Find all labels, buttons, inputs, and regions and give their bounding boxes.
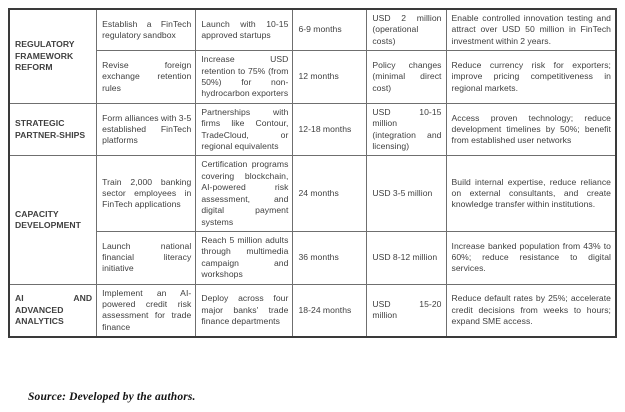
pillar-cell-regulatory-framework-reform: REGULATORY FRAMEWORK REFORM <box>9 9 97 103</box>
pillar-cell-strategic-partnerships: STRATEGIC PARTNER-SHIPS <box>9 103 97 156</box>
cost-cell: USD 3-5 million <box>367 156 446 231</box>
target-cell: Reach 5 million adults through multimedia campaign and workshops <box>196 231 293 284</box>
cost-cell: USD 10-15 million (integration and licensing) <box>367 103 446 156</box>
table-row <box>9 156 616 231</box>
timeline-cell: 24 months <box>293 156 367 231</box>
cost-cell: USD 15-20 million <box>367 284 446 337</box>
impact-cell: Reduce default rates by 25%; accelerate credit decisions from weeks to hours; expand SME access. <box>446 284 616 337</box>
action-cell: Train 2,000 banking sector employees in FinTech applications <box>97 156 196 231</box>
target-cell: Increase USD retention to 75% (from 50%) for non-hydrocarbon exporters <box>196 51 293 104</box>
timeline-cell: 12 months <box>293 51 367 104</box>
cost-cell: USD 8-12 million <box>367 231 446 284</box>
impact-cell: Reduce currency risk for exporters; improve pricing competitiveness in regional markets. <box>446 51 616 104</box>
timeline-cell: 36 months <box>293 231 367 284</box>
impact-cell: Enable controlled innovation testing and attract over USD 50 million in FinTech investment within 2 years. <box>446 9 616 51</box>
cost-cell: USD 2 million (operational costs) <box>367 9 446 51</box>
table-row <box>9 51 616 104</box>
timeline-cell: 18-24 months <box>293 284 367 337</box>
table-row <box>9 103 616 156</box>
action-cell: Revise foreign exchange retention rules <box>97 51 196 104</box>
action-cell: Launch national financial literacy initiative <box>97 231 196 284</box>
table-row <box>9 231 616 284</box>
action-plan-table <box>8 8 617 338</box>
cost-cell: Policy changes (minimal direct cost) <box>367 51 446 104</box>
action-cell: Implement an AI-powered credit risk assessment for trade finance <box>97 284 196 337</box>
target-cell: Certification programs covering blockchain, AI-powered risk assessment, and digital payment systems <box>196 156 293 231</box>
target-cell: Launch with 10-15 approved startups <box>196 9 293 51</box>
table-body <box>9 9 616 337</box>
impact-cell: Increase banked population from 43% to 60%; reduce resistance to digital services. <box>446 231 616 284</box>
action-cell: Form alliances with 3-5 established FinTech platforms <box>97 103 196 156</box>
target-cell: Deploy across four major banks' trade finance departments <box>196 284 293 337</box>
pillar-cell-capacity-development: CAPACITY DEVELOPMENT <box>9 156 97 284</box>
pillar-cell-ai-and-advanced-analytics: AI AND ADVANCED ANALYTICS <box>9 284 97 337</box>
action-cell: Establish a FinTech regulatory sandbox <box>97 9 196 51</box>
impact-cell: Access proven technology; reduce development timelines by 50%; benefit from established user networks <box>446 103 616 156</box>
source-note: Source: Developed by the authors. <box>28 391 196 403</box>
table-row <box>9 9 616 51</box>
timeline-cell: 12-18 months <box>293 103 367 156</box>
timeline-cell: 6-9 months <box>293 9 367 51</box>
impact-cell: Build internal expertise, reduce reliance on external consultants, and create knowledge transfer within institutions. <box>446 156 616 231</box>
table-row <box>9 284 616 337</box>
target-cell: Partnerships with firms like Contour, TradeCloud, or regional equivalents <box>196 103 293 156</box>
